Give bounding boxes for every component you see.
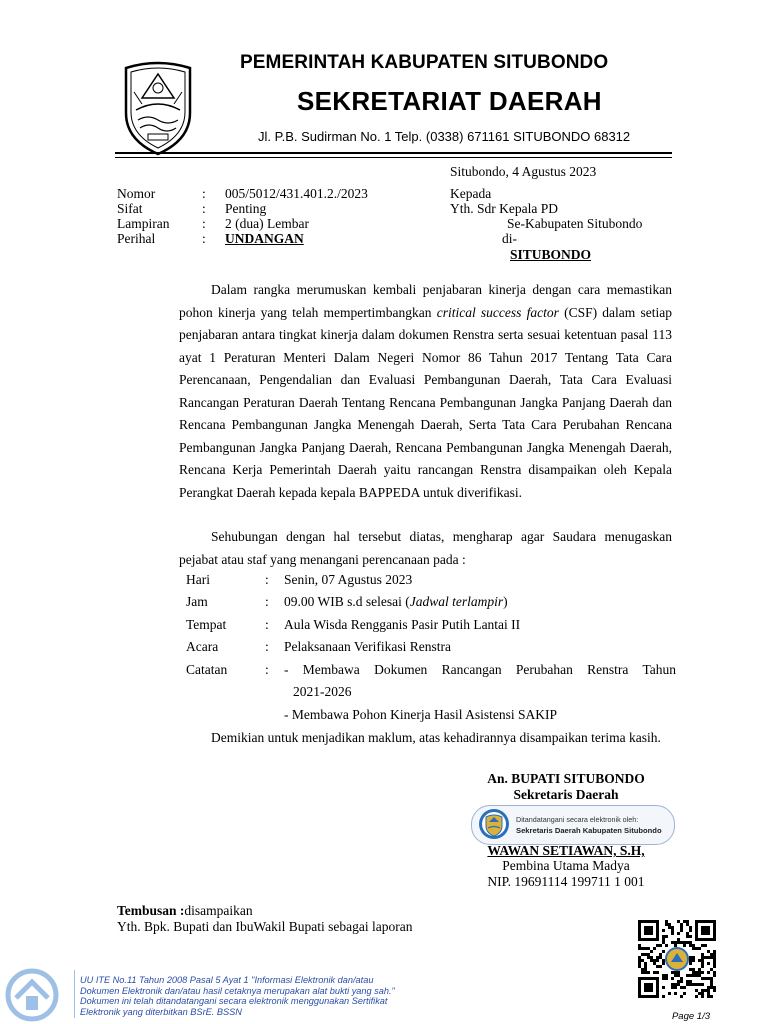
meta-value-sifat: Penting [225, 201, 267, 216]
catatan-item-1-cont: 2021-2026 [293, 684, 352, 699]
body-p1-italic: critical success factor [436, 304, 559, 320]
schedule-sep: : [265, 662, 269, 677]
schedule-label-hari: Hari [186, 572, 210, 587]
body-paragraph-2 [179, 526, 672, 571]
cc-label: Tembusan : [117, 903, 185, 918]
meta-label-sifat: Sifat [117, 201, 143, 216]
meta-label-lampiran: Lampiran [117, 216, 170, 231]
recipient-scope: Se-Kabupaten Situbondo [507, 216, 643, 231]
government-name: PEMERINTAH KABUPATEN SITUBONDO [240, 52, 609, 73]
stamp-caption: Ditandatangani secara elektronik oleh: [516, 815, 639, 824]
signer-nip: NIP. 19691114 199711 1 001 [487, 874, 645, 889]
schedule-label-acara: Acara [186, 639, 219, 654]
recipient-di: di- [502, 231, 517, 246]
meta-sep: : [202, 186, 206, 201]
signature-on-behalf: An. BUPATI SITUBONDO [487, 771, 645, 786]
header-rule-thin [115, 157, 672, 158]
schedule-sep: : [265, 617, 269, 632]
meta-label-perihal: Perihal [117, 231, 156, 246]
schedule-sep: : [265, 594, 269, 609]
schedule-label-jam: Jam [186, 594, 208, 609]
bssn-logo-icon [2, 968, 72, 1022]
schedule-value-jam [284, 594, 508, 610]
page-number: Page 1/3 [671, 1011, 710, 1022]
schedule-value-hari: Senin, 07 Agustus 2023 [284, 572, 413, 587]
schedule-label-tempat: Tempat [186, 617, 227, 632]
recipient-title: Yth. Sdr Kepala PD [450, 201, 558, 216]
catatan-item-1: - Membawa Dokumen Rancangan Perubahan Renstra Tahun [284, 662, 676, 677]
signer-name: WAWAN SETIAWAN, S.H, [487, 843, 645, 858]
signer-rank: Pembina Utama Madya [502, 858, 630, 873]
schedule-sep: : [265, 572, 269, 587]
meta-sep: : [202, 231, 206, 246]
closing-paragraph [179, 727, 672, 750]
meta-value-perihal: UNDANGAN [225, 231, 304, 246]
header-rule-thick [115, 152, 672, 154]
jam-part-b: ) [503, 594, 508, 609]
recipient-kepada: Kepada [450, 186, 492, 201]
body-p1-part-b: (CSF) dalam setiap penjabaran antara tingkat kinerja dalam dokumen Renstra serta sesuai ketentuan pasal 113 ayat 1 Peraturan Menteri Dalam Negeri Nomor 86 Tahun 2017 Tentang Tata Cara Perencanaan, Pengendalian dan Evaluasi Pembangunan Daerah, Tata Cara Evaluasi Rancangan Peraturan Daerah Tentang Rencana Pembangunan Jangka Panjang Daerah dan Rencana Pembangunan Jangka Menengah Daerah, Serta Tata Cara Perubahan Rencana Pembangunan Jangka Panjang Daerah, Rencana Pembangunan Jangka Menengah Daerah, Rencana Kerja Pemerintah Daerah yaitu rancangan Renstra disampaikan oleh Kepala Perangkat Daerah kepada kepala BAPPEDA untuk diverifikasi. [179, 304, 672, 500]
schedule-label-catatan: Catatan [186, 662, 228, 677]
office-name: SEKRETARIAT DAERAH [297, 86, 602, 116]
stamp-signer: Sekretaris Daerah Kabupaten Situbondo [516, 826, 662, 835]
jam-part-a: 09.00 WIB s.d selesai ( [284, 594, 410, 609]
footer-legal-note: UU ITE No.11 Tahun 2008 Pasal 5 Ayat 1 "Informasi Elektronik dan/atau Dokumen Elektronik dan/atau hasil cetaknya merupakan alat bukti yang sah." Dokumen ini telah ditandatangani secara elektronik menggunakan Sertifikat Elektronik yang diterbitkan BSrE. BSSN [80, 975, 395, 1017]
qr-code-icon [638, 920, 716, 998]
meta-sep: : [202, 216, 206, 231]
footer-divider [74, 970, 75, 1018]
catatan-item-2: - Membawa Pohon Kinerja Hasil Asistensi SAKIP [284, 707, 557, 722]
body-p1-part-a: Dalam rangka merumuskan kembali penjabaran kinerja dengan cara memastikan pohon kinerja yang telah mempertimbangkan [179, 282, 672, 320]
meta-value-nomor: 005/5012/431.401.2./2023 [225, 186, 368, 201]
body-p2-text: Sehubungan dengan hal tersebut diatas, mengharap agar Saudara menugaskan pejabat atau staf yang menangani perencanaan pada : [179, 529, 672, 567]
jam-italic: Jadwal terlampir [409, 594, 504, 609]
schedule-value-tempat: Aula Wisda Rengganis Pasir Putih Lantai II [284, 617, 521, 632]
body-paragraph-1 [179, 279, 672, 504]
cc-line-1: Yth. Bpk. Bupati dan IbuWakil Bupati sebagai laporan [117, 919, 413, 934]
meta-value-lampiran: 2 (dua) Lembar [225, 216, 309, 231]
cc-heading [117, 903, 253, 919]
schedule-value-acara: Pelaksanaan Verifikasi Renstra [284, 639, 451, 654]
recipient-city: SITUBONDO [510, 247, 592, 262]
office-address: Jl. P.B. Sudirman No. 1 Telp. (0338) 671161 SITUBONDO 68312 [258, 129, 631, 144]
meta-sep: : [202, 201, 206, 216]
place-date: Situbondo, 4 Agustus 2023 [450, 164, 597, 179]
schedule-sep: : [265, 639, 269, 654]
closing-text: Demikian untuk menjadikan maklum, atas kehadirannya disampaikan terima kasih. [211, 730, 661, 745]
cc-label-rest: disampaikan [184, 903, 253, 918]
regency-emblem-icon [118, 58, 198, 158]
bsre-logo-icon [478, 808, 510, 840]
signature-position: Sekretaris Daerah [513, 787, 619, 802]
meta-label-nomor: Nomor [117, 186, 156, 201]
